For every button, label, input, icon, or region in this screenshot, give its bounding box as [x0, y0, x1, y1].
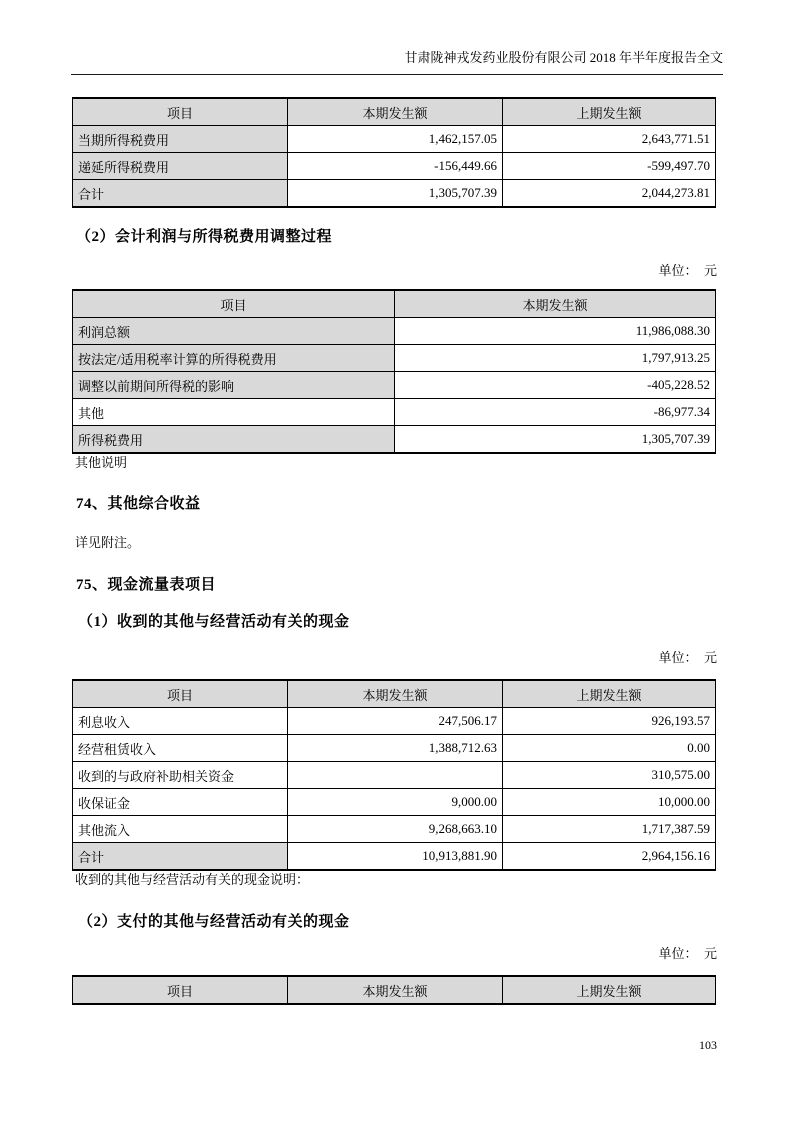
page-number: 103	[699, 1038, 717, 1052]
table-row	[73, 153, 716, 180]
table-header-row	[73, 680, 716, 708]
cell-prior: 10,000.00	[503, 789, 716, 816]
column-header-item: 项目	[73, 976, 288, 1004]
tax-adjustment-table	[72, 289, 716, 454]
row-label: 按法定/适用税率计算的所得税费用	[73, 345, 395, 372]
column-header-item: 项目	[73, 290, 395, 318]
cell-current: 9,268,663.10	[288, 816, 503, 843]
row-label: 合计	[73, 843, 288, 871]
row-label: 利息收入	[73, 708, 288, 735]
cell-current: 1,797,913.25	[395, 345, 716, 372]
table-row	[73, 426, 716, 454]
table-row	[73, 789, 716, 816]
row-label: 所得税费用	[73, 426, 395, 454]
cash-paid-table	[72, 975, 716, 1005]
unit-label: 单位： 元	[658, 946, 717, 961]
row-label: 收保证金	[73, 789, 288, 816]
cell-current: 1,462,157.05	[288, 126, 503, 153]
row-label: 递延所得税费用	[73, 153, 288, 180]
table-row	[73, 345, 716, 372]
column-header-current-period: 本期发生额	[288, 680, 503, 708]
income-tax-expense-table	[72, 97, 716, 208]
note-cash-received-explanation: 收到的其他与经营活动有关的现金说明：	[75, 872, 310, 887]
section-heading-75-2: （2）支付的其他与经营活动有关的现金	[78, 914, 350, 930]
section-heading-74: 74、其他综合收益	[76, 496, 201, 512]
cell-current	[288, 762, 503, 789]
header-title: 甘肃陇神戎发药业股份有限公司 2018 年半年度报告全文	[404, 50, 723, 65]
cell-current: 11,986,088.30	[395, 318, 716, 345]
cell-current: 1,305,707.39	[395, 426, 716, 454]
column-header-item: 项目	[73, 680, 288, 708]
unit-label: 单位： 元	[658, 263, 717, 278]
section-heading-75-1: （1）收到的其他与经营活动有关的现金	[78, 614, 350, 630]
section-heading-75: 75、现金流量表项目	[76, 577, 217, 593]
note-other-explanation: 其他说明	[75, 455, 128, 470]
table-header-row	[73, 98, 716, 126]
table-row	[73, 399, 716, 426]
row-label: 经营租赁收入	[73, 735, 288, 762]
cell-prior: 1,717,387.59	[503, 816, 716, 843]
cash-received-table	[72, 679, 716, 871]
table-row	[73, 126, 716, 153]
cell-prior: 0.00	[503, 735, 716, 762]
cell-prior: 2,643,771.51	[503, 126, 716, 153]
cell-current: 9,000.00	[288, 789, 503, 816]
table-row	[73, 816, 716, 843]
row-label: 其他流入	[73, 816, 288, 843]
row-label: 合计	[73, 180, 288, 208]
cell-current: 10,913,881.90	[288, 843, 503, 871]
table-row	[73, 708, 716, 735]
cell-current: -156,449.66	[288, 153, 503, 180]
table-header-row	[73, 976, 716, 1004]
section-heading-tax-adjustment: （2）会计利润与所得税费用调整过程	[76, 229, 333, 245]
cell-prior: 2,044,273.81	[503, 180, 716, 208]
table-row	[73, 762, 716, 789]
row-label: 当期所得税费用	[73, 126, 288, 153]
cell-current: -86,977.34	[395, 399, 716, 426]
table-header-row	[73, 290, 716, 318]
note-see-appendix: 详见附注。	[75, 535, 141, 550]
column-header-current-period: 本期发生额	[288, 976, 503, 1004]
cell-prior: 310,575.00	[503, 762, 716, 789]
cell-current: 247,506.17	[288, 708, 503, 735]
table-row	[73, 735, 716, 762]
column-header-current-period: 本期发生额	[288, 98, 503, 126]
cell-current: 1,305,707.39	[288, 180, 503, 208]
page-header	[71, 48, 723, 75]
table-row	[73, 180, 716, 208]
column-header-current-period: 本期发生额	[395, 290, 716, 318]
row-label: 利润总额	[73, 318, 395, 345]
column-header-prior-period: 上期发生额	[503, 976, 716, 1004]
row-label: 调整以前期间所得税的影响	[73, 372, 395, 399]
column-header-item: 项目	[73, 98, 288, 126]
column-header-prior-period: 上期发生额	[503, 680, 716, 708]
row-label: 收到的与政府补助相关资金	[73, 762, 288, 789]
cell-current: 1,388,712.63	[288, 735, 503, 762]
cell-prior: 2,964,156.16	[503, 843, 716, 871]
unit-label: 单位： 元	[658, 650, 717, 665]
cell-prior: 926,193.57	[503, 708, 716, 735]
cell-current: -405,228.52	[395, 372, 716, 399]
table-row	[73, 372, 716, 399]
table-row	[73, 843, 716, 871]
cell-prior: -599,497.70	[503, 153, 716, 180]
row-label: 其他	[73, 399, 395, 426]
column-header-prior-period: 上期发生额	[503, 98, 716, 126]
table-row	[73, 318, 716, 345]
